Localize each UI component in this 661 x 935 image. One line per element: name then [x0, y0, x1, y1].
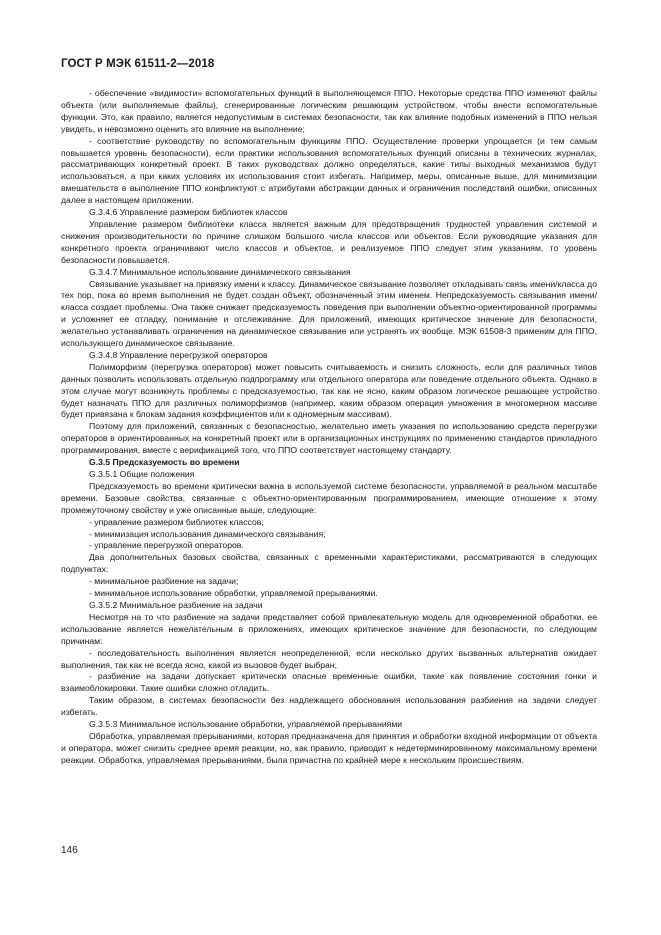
list-item: - минимизация использования динамического связывания; — [89, 528, 326, 539]
paragraph: Поэтому для приложений, связанных с безопасностью, желательно иметь указания по использованию средств перегрузки операторов в ориентированных на конкретный проект или в организационных инструкциях по применению стандартов прикладного программирования, вместе с верификацией того, что ППО соответствует настоящему стандарту. — [61, 421, 597, 456]
section-heading: G.3.5.3 Минимальное использование обработки, управляемой прерываниями — [89, 719, 403, 730]
body-text — [61, 88, 597, 767]
list-item: - разбиение на задачи допускает критически опасные временные ошибки, такие как появление состояния гонки и взаимоблокировки. Такие ошибки сложно отладить. — [61, 671, 597, 694]
list-item: - минимальное использование обработки, управляемой прерываниями. — [89, 588, 378, 599]
list-item: - минимальное разбиение на задачи; — [89, 576, 239, 587]
paragraph: Полиморфизм (перегрузка операторов) может повысить считываемость и снизить сложность, если для различных типов данных позволить использовать отдельную подпрограмму или отдельного оператора или поведение отдельного объекта. Однако в этом случае могут возникнуть проблемы с предсказуемостью, так как не ясно, каким образом логическое решающее устройство будет назначать ППО для различных полиморфизмов (например, каким образом операция умножения в многомерном массиве будет привязана к блокам задания коэффициентов или к одномерным массивам). — [61, 361, 597, 420]
list-item: - последовательность выполнения является неопределенной, если несколько других вызванных альтернатив ожидает выполнения, так как не всегда ясно, какой из вызовов будет выбран; — [61, 647, 597, 670]
page-number: 146 — [61, 845, 78, 856]
section-heading: G.3.5.1 Общие положения — [89, 469, 195, 479]
paragraph: - соответствие руководству по вспомогательным функциям ППО. Осуществление проверки упрощается (и тем самым повышается уровень безопасности), если практики использования вспомогательных функций описаны в технических журналах, рассматривающих конкретный проект. В таких руководствах должно определяться, какие типы выходных механизмов будут использоваться, а при каких условиях их использования стоит избегать. Например, меры, описанные выше, для минимизации вмешательств в выполнение ППО конфликтуют с атрибутами абстракции данных и ограничения последствий ошибки, описанных далее в настоящем приложении. — [61, 135, 597, 206]
page-header-title: ГОСТ Р МЭК 61511-2—2018 — [61, 58, 215, 70]
section-heading-bold: G.3.5 Предсказуемость во времени — [89, 457, 240, 468]
paragraph: Несмотря на то что разбиение на задачи представляет собой привлекательную модель для одновременной обработки, ее использование является нежелательным в приложениях, имеющих критическое значение для безопасности, по следующим причинам: — [61, 611, 597, 646]
list-item: - управление размером библиотек классов; — [89, 516, 264, 527]
section-heading: G.3.4.8 Управление перегрузкой операторов — [89, 349, 268, 360]
paragraph: Предсказуемость во времени критически важна в используемой системе безопасности, управляемой в реальном масштабе времени. Базовые свойства, связанные с объектно-ориентированным программированием, имеющие отношение к этому промежуточному свойству и уже описанные выше, следующие: — [61, 480, 597, 515]
paragraph: Два дополнительных базовых свойства, связанных с временными характеристиками, рассматриваются в следующих подпунктах: — [61, 552, 597, 575]
section-heading: G.3.4.7 Минимальное использование динамического связывания — [89, 266, 351, 277]
paragraph: Таким образом, в системах безопасности без надлежащего обоснования использования разбиения на задачи следует избегать. — [61, 695, 597, 718]
section-heading: G.3.5.2 Минимальное разбиение на задачи — [89, 599, 263, 610]
paragraph: - обеспечение «видимости» вспомогательных функций в выполняющемся ППО. Некоторые средства ППО изменяют файлы объекта (или выполняемые файлы), сгенерированные логическим решающим устройством, чтобы внести вспомогательные функции. Это, как правило, является недопустимым в системах безопасности, так как влияние подобных изменений в ППО нельзя увидеть, и невозможно оценить это влияние на выполнение; — [61, 88, 597, 134]
paragraph: Связывание указывает на привязку имени к классу. Динамическое связывание позволяет откладывать связь имени/класса до тех пор, пока во время выполнения не будет создан объект, обозначенный этим именем. Непредсказуемость связывания имени/класса создает проблемы. Она также снижает предсказуемость поведения при выполнении объектно-ориентированной программы и усложняет ее отладку, понимание и отслеживание. Для приложений, имеющих критическое значение для безопасности, желательно устанавливать ограничения на динамическое связывание или устранять их вообще. МЭК 61508-3 применим для ППО, использующего динамическое связывание. — [61, 278, 597, 349]
paragraph: Управление размером библиотеки класса является важным для предотвращения трудностей управления системой и снижения производительности по причине слишком большого числа классов или объектов. Если руководящие указания для конкретного проекта ограничивают число классов и объектов, и реализуемое ППО следует этим указаниям, то уровень безопасности повышается. — [61, 218, 597, 265]
list-item: - управление перегрузкой операторов. — [89, 540, 244, 551]
paragraph: Обработка, управляемая прерываниями, которая предназначена для принятия и обработки входной информации от объекта и оператора, может снизить среднее время реакции, но, как правило, приводит к недетерминированному максимальному времени реакции. Обработка, управляемая прерываниями, была причастна по крайней мере к нескольким происшествиям. — [61, 730, 597, 765]
section-heading: G.3.4.6 Управление размером библиотек классов — [89, 207, 288, 218]
